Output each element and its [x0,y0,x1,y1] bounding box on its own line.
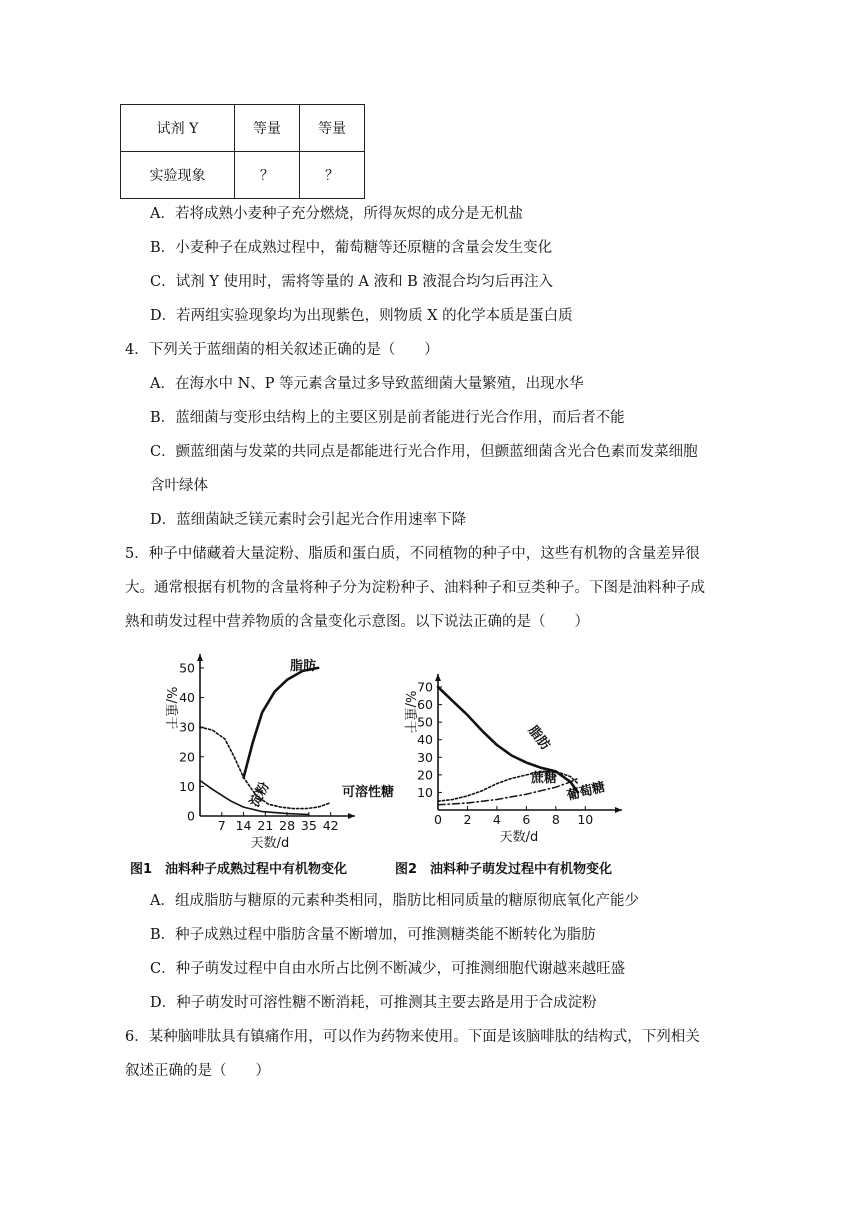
x-axis-arrow [348,813,355,819]
q5-stem-line1: 5．种子中储藏着大量淀粉、脂质和蛋白质，不同植物的种子中，这些有机物的含量差异很 [125,546,700,562]
y-axis-label: %/重干 [163,686,178,730]
y-tick-label: 20 [417,767,433,783]
y-tick-label: 0 [187,808,195,824]
y-tick-label: 40 [179,690,195,706]
x-tick-label: 42 [322,818,339,833]
q6-stem-line2: 叙述正确的是（ ） [125,1063,270,1079]
q4-stem: 4．下列关于蓝细菌的相关叙述正确的是（ ） [125,342,439,358]
y-tick-label: 50 [179,660,195,676]
table-cell: ？ [300,152,365,199]
reagent-table [120,104,365,199]
y-tick-label: 70 [417,679,433,695]
x-tick-label: 8 [551,812,560,827]
table-cell: 试剂 Y [121,105,235,152]
q4-option-c: C．颤蓝细菌与发菜的共同点是都能进行光合作用，但颤蓝细菌含光合色素而发菜细胞 [150,444,698,460]
series-label-2: 葡萄糖 [565,779,607,804]
q5-option-b: B．种子成熟过程中脂肪含量不断增加，可推测糖类能不断转化为脂肪 [150,927,596,943]
q3-option-a: A．若将成熟小麦种子充分燃烧，所得灰烬的成分是无机盐 [150,206,523,222]
x-tick-label: 7 [217,818,226,833]
table-cell: ？ [235,152,300,199]
x-axis-arrow [615,807,622,813]
x-tick-label: 2 [463,812,472,827]
q5-stem-line2: 大。通常根据有机物的含量将种子分为淀粉种子、油料种子和豆类种子。下图是油料种子成 [125,580,705,596]
table-row [121,105,365,152]
x-axis-label: 天数/d [499,830,539,845]
q4-option-a: A．在海水中 N、P 等元素含量过多导致蓝细菌大量繁殖，出现水华 [150,376,584,392]
x-tick-label: 28 [279,818,296,833]
y-tick-label: 20 [179,749,195,765]
figure-2-caption: 图2 油料种子萌发过程中有机物变化 [395,862,613,877]
x-tick-label: 35 [300,818,317,833]
q5-option-c: C．种子萌发过程中自由水所占比例不断减少，可推测细胞代谢越来越旺盛 [150,961,626,977]
series-label-0: 脂肪 [290,659,317,674]
q4-option-d: D．蓝细菌缺乏镁元素时会引起光合作用速率下降 [150,512,467,528]
x-tick-label: 0 [434,812,442,827]
q3-option-b: B．小麦种子在成熟过程中，葡萄糖等还原糖的含量会发生变化 [150,240,553,256]
y-tick-label: 50 [417,714,433,730]
table-row [121,152,365,199]
q5-option-d: D．种子萌发时可溶性糖不断消耗，可推测其主要去路是用于合成淀粉 [150,995,597,1011]
q6-stem-line1: 6．某种脑啡肽具有镇痛作用，可以作为药物来使用。下面是该脑啡肽的结构式，下列相关 [125,1029,700,1045]
x-tick-label: 10 [577,812,594,827]
series-label-1: 可溶性糖 [342,785,395,800]
chart-2 [388,672,638,852]
x-tick-label: 4 [492,812,501,827]
y-tick-label: 60 [417,697,433,713]
series-label-2: 淀粉 [247,779,273,810]
y-tick-label: 40 [417,732,433,748]
x-tick-label: 14 [235,818,252,833]
chart-1 [145,648,395,853]
series-label-0: 脂肪 [524,723,553,753]
y-tick-label: 10 [179,778,195,794]
figure-2 [388,672,638,856]
q3-option-c: C．试剂 Y 使用时，需将等量的 A 液和 B 液混合均匀后再注入 [150,274,553,290]
q4-option-b: B．蓝细菌与变形虫结构上的主要区别是前者能进行光合作用，而后者不能 [150,410,625,426]
y-axis-arrow [435,674,441,681]
series-line-0 [244,668,319,778]
y-tick-label: 30 [179,719,195,735]
q5-stem-line3: 熟和萌发过程中营养物质的含量变化示意图。以下说法正确的是（ ） [125,614,589,630]
y-axis-label: %/重干 [402,690,417,734]
table-cell: 等量 [235,105,300,152]
table-cell: 实验现象 [121,152,235,199]
figure-1 [145,648,395,857]
x-tick-label: 21 [257,818,274,833]
figure-1-caption: 图1 油料种子成熟过程中有机物变化 [130,862,348,877]
y-tick-label: 10 [417,784,433,800]
q4-option-c-cont: 含叶绿体 [150,478,208,494]
x-axis-label: 天数/d [250,836,290,851]
series-label-1: 蔗糖 [531,771,558,786]
q5-option-a: A．组成脂肪与糖原的元素种类相同，脂肪比相同质量的糖原彻底氧化产能少 [150,893,639,909]
q3-option-d: D．若两组实验现象均为出现紫色，则物质 X 的化学本质是蛋白质 [150,308,573,324]
table-cell: 等量 [300,105,365,152]
x-tick-label: 6 [522,812,531,827]
y-axis-arrow [197,654,203,661]
y-tick-label: 30 [417,749,433,765]
